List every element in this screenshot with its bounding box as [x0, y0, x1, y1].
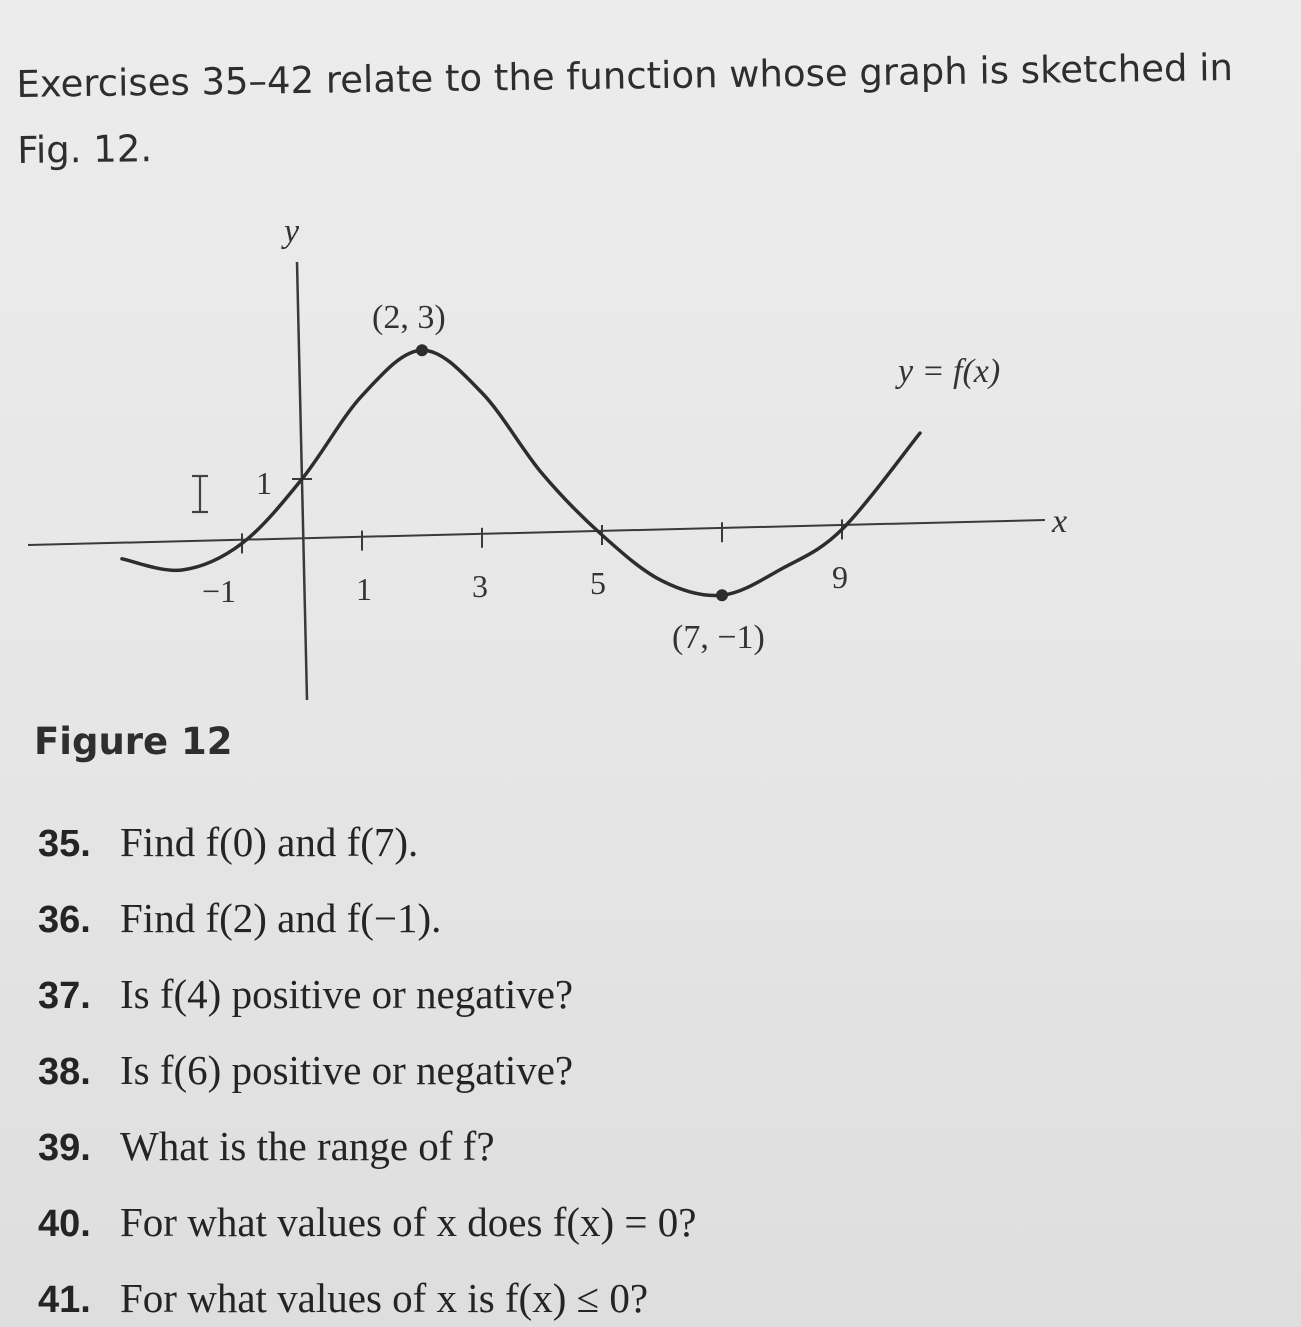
intro-line-2: Fig. 12.: [17, 127, 153, 172]
exercise-item: [38, 818, 418, 866]
intro-line-1: Exercises 35–42 relate to the function whose graph is sketched in: [16, 46, 1234, 106]
curve-label: y = f(x): [898, 353, 1001, 390]
x-tick-label-9: 9: [832, 559, 848, 595]
min-point-marker: [716, 589, 728, 601]
x-tick-label-neg1: −1: [202, 573, 237, 609]
axis-ticks: [242, 479, 842, 553]
exercise-item: [38, 1046, 573, 1094]
exercise-text: Find f(0) and f(7).: [120, 819, 419, 865]
exercise-item: [38, 894, 441, 942]
text-cursor-icon: [192, 476, 208, 512]
x-tick-label-1: 1: [356, 571, 372, 607]
x-tick-label-3: 3: [472, 568, 488, 604]
max-point-marker: [416, 344, 428, 356]
exercise-text: For what values of x does f(x) = 0?: [120, 1199, 697, 1245]
max-point-label: (2, 3): [372, 299, 446, 336]
y-axis-label: y: [284, 213, 300, 250]
exercise-text: For what values of x is f(x) ≤ 0?: [120, 1275, 649, 1321]
x-tick-label-5: 5: [590, 565, 606, 601]
exercise-item: [38, 1122, 495, 1170]
exercise-item: [38, 1274, 648, 1322]
exercise-item: [38, 1198, 696, 1246]
exercise-number: 39.: [38, 1127, 91, 1169]
exercise-number: 37.: [38, 975, 91, 1017]
exercise-text: Is f(6) positive or negative?: [120, 1047, 574, 1093]
exercise-text: Is f(4) positive or negative?: [120, 971, 574, 1017]
exercise-number: 38.: [38, 1051, 91, 1093]
y-tick-label-1: 1: [256, 465, 272, 501]
x-axis: [28, 520, 1045, 545]
exercise-number: 35.: [38, 823, 91, 865]
x-axis-label: x: [1052, 503, 1068, 540]
min-point-label: (7, −1): [672, 619, 765, 656]
exercise-text: Find f(2) and f(−1).: [120, 895, 442, 941]
exercise-number: 36.: [38, 899, 91, 941]
figure-caption: Figure 12: [34, 720, 233, 763]
function-curve: [122, 350, 920, 595]
exercise-number: 41.: [38, 1279, 91, 1321]
exercise-text: What is the range of f?: [120, 1123, 495, 1169]
exercise-item: [38, 970, 573, 1018]
exercise-number: 40.: [38, 1203, 91, 1245]
